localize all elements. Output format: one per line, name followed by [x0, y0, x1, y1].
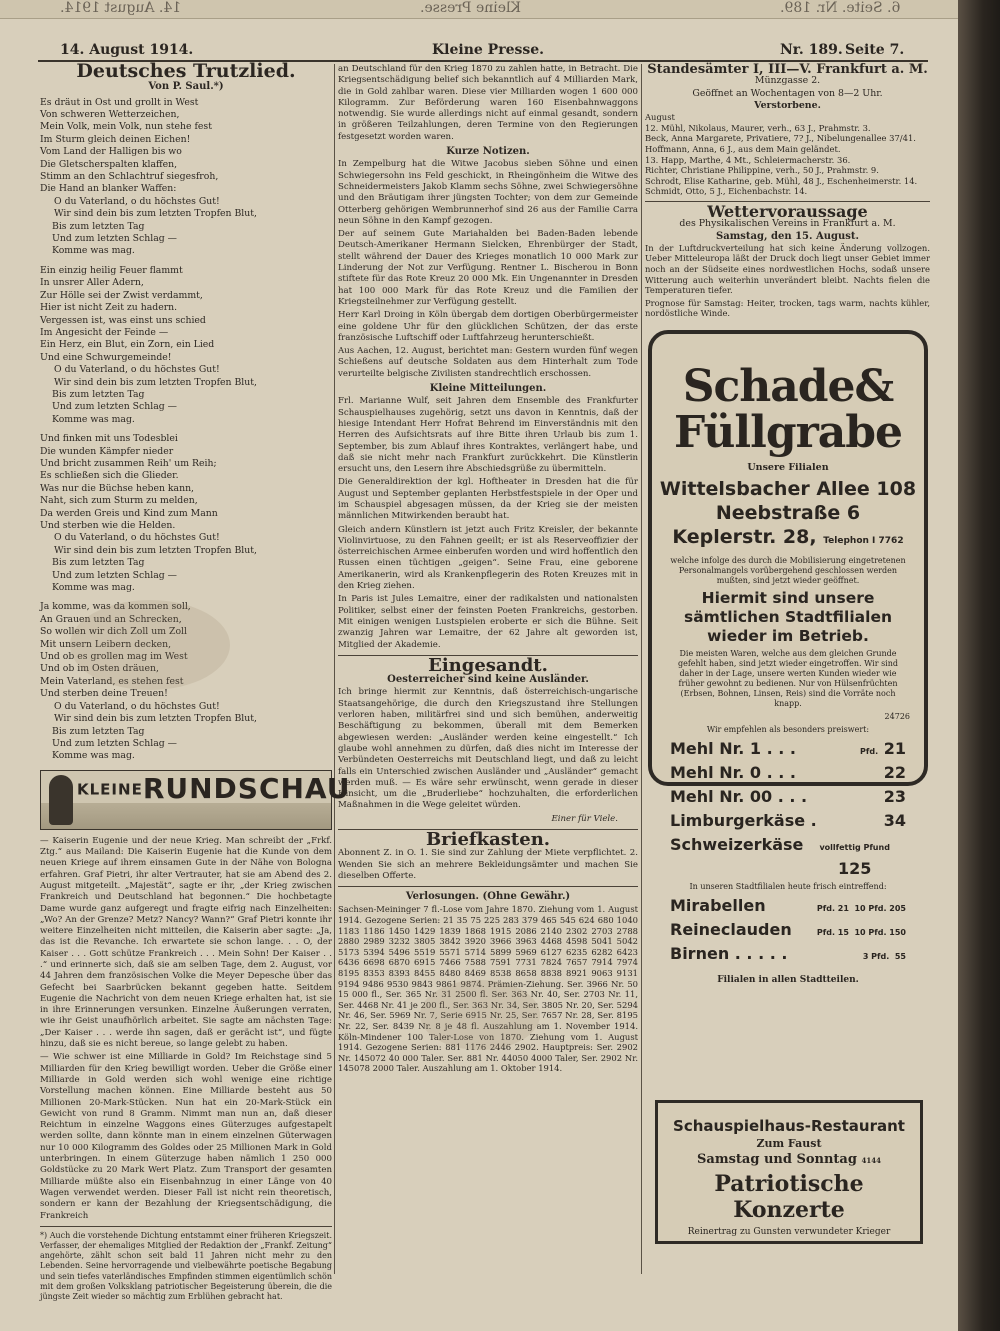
ad-fresh-label: In unseren Stadtfilialen heute frisch eintreffend:	[689, 882, 887, 891]
section-heading: Verlosungen. (Ohne Gewähr.)	[405, 891, 571, 903]
letter-signature: Einer für Viele.	[551, 813, 618, 824]
poem-line: Bis zum letzten Tag	[52, 388, 145, 400]
poem-line: Die Hand an blanker Waffen:	[40, 183, 177, 195]
poem-line: Ja komme, was da kommen soll,	[40, 601, 191, 613]
poem-line: Vergessen ist, was einst uns schied	[40, 314, 206, 326]
notice-paragraph: Gleich andern Künstlern ist jetzt auch Fritz Kreisler, der bekannte Violinvirtuose, zu den Fahnen geeilt; er ist als Reserveoffizier der österreichischen Armee einberufen worden und wird hoffentlich den Russen einen tüchtigen „geigen“. Seine Frau, eine geborene Amerikanerin, wird als Krankenpflegerin des Roten Kreuzes mit in den Krieg ziehen.	[338, 524, 638, 592]
weather-date: Samstag, den 15. August.	[716, 230, 859, 242]
poem-line: Wir sind dein bis zum letzten Tropfen Blut,	[54, 376, 257, 388]
advertisement-schade-fuellgrabe	[648, 330, 928, 985]
ad-address: Keplerstr. 28, Telephon I 7762	[672, 526, 904, 548]
price-value: 125	[837, 859, 872, 878]
poem-line: Mein Vaterland, es stehen fest	[40, 675, 184, 687]
ad-text: Die meisten Waren, welche aus dem gleichen Grunde gefehlt haben, sind jetzt wieder eingetroffen. Wir sind daher in der Lage, unsere werten Kunden wieder wie früher gewohnt zu bedienen. Nur von Hülsenfrüchten (Erbsen, Bohnen, Linsen, Reis) sind die Vorräte noch knapp.	[677, 649, 899, 708]
ad-price-row	[652, 810, 924, 834]
poem-line: Wir sind dein bis zum letzten Tropfen Blut,	[54, 713, 257, 725]
fruit-price: 55	[894, 952, 906, 961]
price-item: Mehl Nr. 1 . . .	[670, 739, 796, 758]
ad-note: welche infolge des durch die Mobilisierung eingetretenen Personalmangels vorübergehend geschlossen werden mußten, sind jetzt wieder geöffnet.	[670, 556, 906, 585]
poem-line: Und bricht zusammen Reih' um Reih;	[40, 457, 217, 469]
poem-line: Stimm an den Schlachtruf siegesfroh,	[40, 171, 219, 183]
notice-paragraph: In Paris ist Jules Lemaitre, einer der radikalsten und nationalsten Politiker, selbst einer der feinsten Poeten Frankreichs, gestorben. Mit einigen wenigen Lustspielen eroberte er sich die Bühne. Seit zwanzig Jahren war Lemaitre, der 62 Jahre alt geworden ist, Mitglied der Akademie.	[338, 594, 638, 650]
ad2-note: Reinertrag zu Gunsten verwundeter Krieger	[687, 1227, 891, 1237]
poem-line: Wir sind dein bis zum letzten Tropfen Blut,	[54, 544, 257, 556]
notice-paragraph: Die Generaldirektion der kgl. Hoftheater in Dresden hat die für August und September geplanten Herbstfestspiele in der Oper und im Schauspiel abgesagen müssen, da der Krieg sie der meisten männlichen Mitwirkenden beraubt hat.	[338, 477, 638, 522]
divider	[338, 886, 638, 887]
poem-line: Naht, sich zum Sturm zu melden,	[40, 495, 198, 507]
poem-line: Ein Herz, ein Blut, ein Zorn, ein Lied	[40, 339, 215, 351]
masthead-issue: Nr. 189.	[780, 42, 843, 58]
price-value: 21	[883, 739, 906, 758]
poem-stanza	[40, 97, 332, 258]
poem-line: O du Vaterland, o du höchstes Gut!	[54, 700, 220, 712]
landscape-graphic	[41, 803, 331, 829]
standesamt-address: Münzgasse 2.	[754, 75, 821, 87]
poem-line: Die Gletscherspalten klaffen,	[40, 158, 178, 170]
poem-line: Es dräut in Ost und grollt in West	[40, 96, 199, 108]
masthead-date: 14. August 1914.	[60, 42, 194, 58]
poem-line: Und sterben deine Treuen!	[40, 688, 168, 700]
bleed-paper: Kleine Presse.	[420, 0, 521, 16]
poem-line: Und ob im Osten dräuen,	[40, 663, 159, 675]
poem-line: Komme was mag.	[52, 582, 135, 594]
standesamt-month: August	[645, 112, 675, 123]
ad-address: Wittelsbacher Allee 108	[659, 478, 917, 500]
article-paragraph: — Wie schwer ist eine Milliarde in Gold? Im Reichstage sind 5 Milliarden für den Krieg bewilligt worden. Ueber die Größe einer Milliarde in Gold werden sich wohl wenige eine richtige Vorstellung machen können. Eine Milliarde besteht aus 50 Millionen 20-Mark-Stücken. Nun hat ein 20-Mark-Stück ein Gewicht von rund 8 Gramm. Nimmt man nun an, daß dieser Reichtum in einzelne Waggons eines Güterzuges aufgestapelt werden sollte, dann könnte man in einem einzelnen Güterwagen nur 10 000 Kilogramm des Goldes oder 25 Millionen Mark in Gold unterbringen. In einem Güterzuge haben nämlich 1 250 000 Goldstücke zu 20 Mark Wert Platz. Zum Transport der gesamten Milliarde müßte also ein Eisenbahnzug in einer Länge von 40 Wagen verwendet werden. Dieser Fall ist nicht rein theoretisch, sondern er kann der Bezahlung der Kriegsentschädigung, die Frankreich	[40, 1052, 332, 1221]
poem-line: Von schweren Wetterzeichen,	[40, 109, 180, 120]
poem-line: Wir sind dein bis zum letzten Tropfen Blut,	[54, 208, 257, 220]
weather-title: Wettervoraussage	[707, 201, 868, 221]
standesamt-entry: 13. Happ, Marthe, 4 Mt., Schleiermacherstr. 36.	[645, 154, 851, 165]
poem-line: Und finken mit uns Todesblei	[40, 433, 178, 445]
price-value: 23	[883, 787, 906, 806]
section-heading-eingesandt: Eingesandt.	[428, 654, 548, 676]
price-item: Schweizerkäse	[670, 835, 804, 854]
poem-line: Mein Volk, mein Volk, nun stehe fest	[40, 121, 212, 133]
rundschau-title: KLEINERUNDSCHAU	[77, 771, 351, 805]
fruit-price: 10 Pfd. 150	[854, 928, 906, 937]
column-rule	[641, 64, 642, 1274]
poem-line: Komme was mag.	[52, 413, 135, 425]
poem-line: Vom Land der Halligen bis wo	[40, 146, 182, 158]
notice-paragraph: In Zempelburg hat die Witwe Jacobus sieben Söhne und einen Schwiegersohn ins Feld geschickt, in Rheingönheim die Witwe des Schneidermeisters Jakob Klamm sechs Söhne, zwei Schwiegersöhne und den Bräutigam ihrer jüngsten Tochter; von dem zur Gemeinde Otterberg gehörigen Wembrunnerhof sind 26 aus der Familie Carra neun Söhne in den Kampf gezogen.	[338, 159, 638, 226]
poem-line: O du Vaterland, o du höchstes Gut!	[54, 195, 220, 207]
ad-fruit-row	[652, 943, 924, 967]
fruit-unit: Pfd. 15	[816, 928, 849, 937]
ad-fruit-list	[652, 895, 924, 967]
poem-line: Mit unsern Leibern decken,	[40, 638, 172, 650]
ad-recommend: Wir empfehlen als besonders preiswert:	[706, 725, 870, 734]
section-heading-briefkasten: Briefkasten.	[425, 829, 551, 850]
ad2-days: Samstag und Sonntag 4144	[697, 1152, 881, 1167]
ad-fruit-row	[652, 895, 924, 919]
weather-text: In der Luftdruckverteilung hat sich keine Änderung vollzogen. Ueber Mitteleuropa läßt der Druck doch liegt unser Gebiet immer noch an der Südseite eines nordwestlichen Hochs, sodaß unsere Witterung auch weiterhin unverändert bleibt. Nachts fielen die Temperaturen tiefer.	[645, 242, 930, 296]
price-unit: vollfettig Pfund	[819, 843, 890, 852]
poem-line: O du Vaterland, o du höchstes Gut!	[54, 364, 220, 376]
poem-line: Hier ist nicht Zeit zu hadern.	[40, 302, 178, 314]
ad-price-row	[652, 738, 924, 762]
standesamt-list	[645, 123, 930, 197]
price-item: Mehl Nr. 0 . . .	[670, 763, 796, 782]
poem-line: Und zum letzten Schlag —	[52, 737, 177, 749]
section-subheading: Oesterreicher sind keine Ausländer.	[387, 674, 589, 686]
bleed-issue: 6. Seite. Nr. 189.	[780, 0, 901, 16]
poem-line: Und zum letzten Schlag —	[52, 569, 177, 581]
ad-fruit-row	[652, 919, 924, 943]
fruit-price: 10 Pfd. 205	[854, 904, 906, 913]
poem-line: Und zum letzten Schlag —	[52, 401, 177, 413]
bleed-date: 14. August 1914.	[60, 0, 182, 16]
poem-line: Was nur die Büchse heben kann,	[40, 482, 195, 494]
poem-line: Die wunden Kämpfer nieder	[40, 445, 174, 457]
poem-line: Und ob es grollen mag im West	[40, 651, 188, 663]
book-binding-edge	[958, 0, 1000, 1331]
paper-stain	[420, 980, 540, 1050]
section-heading: Kurze Notizen.	[446, 146, 530, 158]
weather-source: des Physikalischen Vereins in Frankfurt a. M.	[679, 218, 896, 230]
standesamt-entry: Schrodt, Elise Katharine, geb. Mühl, 48 J., Eschenheimerstr. 14.	[645, 175, 918, 186]
poem-line: O du Vaterland, o du höchstes Gut!	[54, 532, 220, 544]
poem-line: Es schließen sich die Glieder.	[40, 470, 179, 482]
masthead-paper: Kleine Presse.	[432, 42, 545, 58]
notice-paragraph: Frl. Marianne Wulf, seit Jahren dem Ensemble des Frankfurter Schauspielhauses zugehörig, setzt uns davon in Kenntnis, daß der hiesige Intendant Herr Hofrat Behrend im Einverständnis mit den Herren des Aufsichtsrats auf ihre Bitte ihren Urlaub bis zum 1. September, bis zum Ablauf ihres Kontraktes, verlängert habe, und daß sie nicht mehr nach Frankfurt zurückkehrt. Die Künstlerin ersucht uns, den Lesern ihre Abschiedsgrüße zu übermitteln.	[338, 396, 638, 475]
poem-line: Bis zum letzten Tag	[52, 725, 145, 737]
notice-paragraph: Der auf seinem Gute Mariahalden bei Baden-Baden lebende Deutsch-Amerikaner Hermann Sielcken, Ehrenbürger der Stadt, stellt während der Dauer des Krieges monatlich 10 000 Mark zur Linderung der Not zur Verfügung. Rentner L. Bischerou in Bonn stiftete für das Rote Kreuz 20 000 Mk. Ein Ungenannter in Dresden hat 100 000 Mark für das Rote Kreuz und die Familien der Kriegsteilnehmer zur Verfügung gestellt.	[338, 229, 638, 307]
poem-line: Und sterben wie die Helden.	[40, 520, 176, 531]
standesamt-entry: 12. Mühl, Nikolaus, Maurer, verh., 63 J., Prahmstr. 3.	[645, 122, 871, 133]
article-paragraph: — Kaiserin Eugenie und der neue Krieg. Man schreibt der „Frkf. Ztg.“ aus Mailand: Die Kaiserin Eugenie hat die Kunde von dem neuen Kriege auf ihrem einsamen Gute in der Nähe von Bologna erfahren. Graf Pietri, ihr alter Vertrauter, hat sie am Abend des 2. August mitgeteilt. „Majestät“, sagte er ihr, „der Krieg zwischen Frankreich und Deutschland hat begonnen.“ Die hochbetagte Dame wurde ganz aufgeregt und fragte eifrig nach Einzelheiten: „Wo? An der Grenze? Metz? Nancy? Wann?“ Graf Pietri konnte ihr weitere Einzelheiten nicht mitteilen, die Kaiserin aber sagte: „Ja, das ist die Revanche. Ich erwartete sie schon lange. . . O, der Kaiser . . . Gott schütze Frankreich . . . Mein Sohn! Der Kaiser . . .“ und erinnerte sich, daß sie am selben Tage, dem 2. August, vor 44 Jahren dem französischen Volke die Meyer Depesche über das Gefecht bei Saarbrücken bekannt gegeben hatte. Seitdem Eugenie die Nachricht von dem neuen Kriege erhalten hat, ist sie in ihre Erinnerungen versunken. Einzelne Äußerungen verraten, wie ihr Geist unaufhörlich arbeitet. Sie sagte am nächsten Tage: „Der Kaiser . . . werde ihn sagen, daß er gerächt ist“, und fügte hinzu, daß sie es nicht bereue, so lange gelebt zu haben.	[40, 835, 332, 1050]
lottery-list: Sachsen-Meininger 7 fl.-Lose vom Jahre 1870. Ziehung vom 1. August 1914. Gezogene Serien: 21 35 75 225 283 379 465 545 624 680 1040 1183 1186 1450 1429 1839 1868 1915 2086 2140 2302 2703 2788 2880 2989 3232 3805 3842 3920 3966 3963 4468 4598 5041 5042 5173 5394 5496 5519 5571 5714 5899 5969 6127 6235 6282 6423 6436 6698 6870 6915 7466 7588 7591 7731 7824 7657 7914 7974 8195 8353 8393 8455 8480 8469 8538 8658 8838 8921 9063 9131 9194 9486 9530 9843 9861 9874. Prämien-Ziehung. Ser. 3966 Nr. 50 15 000 fl., Ser. 365 Nr. 31 2500 fl. Ser. 363 Nr. 40, Ser. 2703 Nr. 11, Ser. 4468 Nr. 41 je 200 fl., Ser. 363 Nr. 34, Ser. 3805 Nr. 20, Ser. 5294 Nr. 46, Ser. 5969 Nr. 7, Serie 6915 Nr. 25, Ser. 7657 Nr. 28, Ser. 8195 Nr. 22, Ser. 8439 Nr. 8 je 48 fl. Auszahlung am 1. November 1914. Köln-Mindener 100 Taler-Lose von 1870. Ziehung vom 1. August 1914. Gezogene Serien: 881 1176 2446 2902. Hauptpreis: Ser. 2902 Nr. 145072 40 000 Taler. Ser. 881 Nr. 44050 4000 Taler, Ser. 2902 Nr. 145078 2000 Taler. Auszahlung am 1. Oktober 1914.	[338, 904, 638, 1074]
poem-stanza	[40, 265, 332, 426]
price-unit: Pfd.	[860, 747, 879, 756]
advertisement-schauspielhaus	[655, 1100, 923, 1244]
divider	[40, 1226, 332, 1227]
poem-stanza	[40, 433, 332, 594]
poem-line: Im Sturm gleich deinen Eichen!	[40, 133, 191, 145]
ad2-title: Patriotische Konzerte	[714, 1171, 864, 1223]
ad2-name: Schauspielhaus-Restaurant	[673, 1117, 905, 1135]
ad-headline: Hiermit sind unsere sämtlichen Stadtfilialen wieder im Betrieb.	[683, 589, 892, 645]
previous-page-bleed	[0, 0, 958, 19]
standesamt-entry: Beck, Anna Margarete, Privatiere, 7? J., Nibelungenallee 37/41.	[645, 133, 916, 144]
figure-graphic	[49, 775, 73, 825]
ad-footer: Filialen in allen Stadtteilen.	[717, 975, 859, 985]
standesamt-entry: Schmidt, Otto, 5 J., Eichenbachstr. 14.	[645, 186, 808, 197]
ad2-subtitle: Zum Faust	[756, 1137, 822, 1150]
notice-paragraph: Aus Aachen, 12. August, berichtet man: Gestern wurden fünf wegen Schießens auf deutsche Soldaten aus dem Hinterhalt zum Tode verurteilte belgische Zivilisten standrechtlich erschossen.	[338, 346, 638, 379]
standesamt-entry: Richter, Christiane Philippine, verh., 50 J., Prahmstr. 9.	[645, 165, 879, 176]
poem-line: Da werden Greis und Kind zum Mann	[40, 507, 218, 519]
poem-line: Bis zum letzten Tag	[52, 220, 145, 232]
fruit-item: Mirabellen	[670, 896, 766, 915]
poem-line: Ein einzig heilig Feuer flammt	[40, 264, 183, 276]
notice-paragraph: Herr Karl Droing in Köln übergab dem dortigen Oberbürgermeister eine goldene Uhr für den glücklichen Schützen, der das erste französische Luftschiff oder Luftfahrzeug herunterschießt.	[338, 310, 638, 343]
fruit-item: Reineclauden	[670, 920, 792, 939]
poem-line: Im Angesicht der Feinde —	[40, 326, 169, 338]
price-value: 22	[883, 763, 906, 782]
column-3	[645, 64, 930, 321]
ad-price-row	[652, 834, 924, 879]
poem-title: Deutsches Trutzlied.	[76, 60, 296, 82]
poem-line: In unsrer Aller Adern,	[40, 277, 144, 289]
poem-line: An Grauen und an Schrecken,	[40, 613, 182, 625]
poem-line: Und zum letzten Schlag —	[52, 233, 177, 245]
poem-line: Komme was mag.	[52, 750, 135, 762]
poem-line: So wollen wir dich Zoll um Zoll	[40, 626, 187, 638]
briefkasten-paragraph: Abonnent Z. in O. 1. Sie sind zur Zahlung der Miete verpflichtet. 2. Wenden Sie sich an mehrere Bekleidungsämter und machen Sie dieselben Offerte.	[338, 848, 638, 881]
poem-line: Komme was mag.	[52, 245, 135, 257]
column-2	[338, 64, 638, 1076]
fruit-item: Birnen . . . . .	[670, 944, 788, 963]
poem-line: Bis zum letzten Tag	[52, 557, 145, 569]
ad-price-row	[652, 786, 924, 810]
ad-address: Neebstraße 6	[715, 502, 861, 524]
ad-price-row	[652, 762, 924, 786]
column-rule	[334, 64, 335, 1274]
standesamt-entry: Hoffmann, Anna, 6 J., aus dem Main geländet.	[645, 143, 841, 154]
standesamt-deaths-heading: Verstorbene.	[754, 99, 821, 111]
paper-stain	[70, 600, 230, 690]
fruit-unit: 3 Pfd.	[862, 952, 890, 961]
weather-forecast: Prognose für Samstag: Heiter, trocken, tags warm, nachts kühler, nordöstliche Winde.	[645, 297, 930, 319]
ad-branches-label: Unsere Filialen	[747, 462, 829, 473]
price-item: Limburgerkäse .	[670, 811, 817, 830]
article-paragraph: an Deutschland für den Krieg 1870 zu zahlen hatte, in Betracht. Die Kriegsentschädigung belief sich bekanntlich auf 4 Milliarden Mark, die in Gold zahlbar waren. Diese vier Milliarden wogen 1 600 000 Kilogramm. Zur Beförderung waren 160 Eisenbahnwaggons notwendig. Sie wurde allerdings nicht auf einmal gesandt, sondern in größeren Teilzahlungen, deren Termine von den Regierungen festgesetzt worden waren.	[338, 64, 638, 142]
poem-author: Von P. Saul.*)	[148, 81, 224, 93]
poem-line: Zur Hölle sei der Zwist verdammt,	[40, 289, 203, 301]
letter-paragraph: Ich bringe hiermit zur Kenntnis, daß österreichisch-ungarische Staatsangehörige, die durch den Kriegszustand ihre Stellungen verloren haben, militärfrei sind und sich bemühen, anderweitig Beschäftigung zu bekommen, überall mit dem Bemerken abgewiesen werden: „Ausländer werden keine eingestellt.“ Ich glaube wohl annehmen zu dürfen, daß dies nicht im Interesse der Verbündeten Oesterreichs mit Deutschland liegt, und daß zu leicht falls ein Unterschied zwischen Ausländer und „Ausländer“ gemacht werden muß. — Es wäre sehr erwünscht, wenn gerade in dieser Hinsicht, um die „Bruderliebe“ hochzuhalten, die erforderlichen Maßnahmen in die Wege geleitet würden.	[338, 687, 638, 811]
section-heading: Kleine Mitteilungen.	[429, 383, 547, 395]
standesamt-title: Standesämter I, III—V. Frankfurt a. M.	[647, 62, 928, 77]
footnote: *) Auch die vorstehende Dichtung entstammt einer früheren Kriegszeit. Verfasser, der ehemaliges Mitglied der Redaktion der „Frankf. Zeitung“ angehörte, zählt schon seit bald 11 Jahren nicht mehr zu den Lebenden. Seine hervorragende und vielbewährte poetische Begabung und sein tiefes vaterländisches Empfinden stimmen eigentümlich schön mit dem großen Volksklang patriotischer Begeisterung überein, die die jüngste Zeit wieder so mächtig zum Erblühen gebracht hat.	[40, 1230, 332, 1302]
ad-telephone: Telephon I 7762	[823, 536, 904, 546]
ad-code: 24726	[884, 712, 910, 721]
price-item: Mehl Nr. 00 . . .	[670, 787, 808, 806]
ad-price-list	[652, 738, 924, 879]
kleine-rundschau-banner	[40, 770, 351, 830]
poem-line: Und eine Schwurgemeinde!	[40, 351, 172, 363]
standesamt-hours: Geöffnet an Wochentagen von 8—2 Uhr.	[692, 87, 883, 99]
price-value: 34	[883, 811, 906, 830]
fruit-unit: Pfd. 21	[816, 904, 849, 913]
ad-brand: Schade& Füllgrabe	[673, 361, 903, 458]
masthead-page: Seite 7.	[845, 42, 905, 58]
